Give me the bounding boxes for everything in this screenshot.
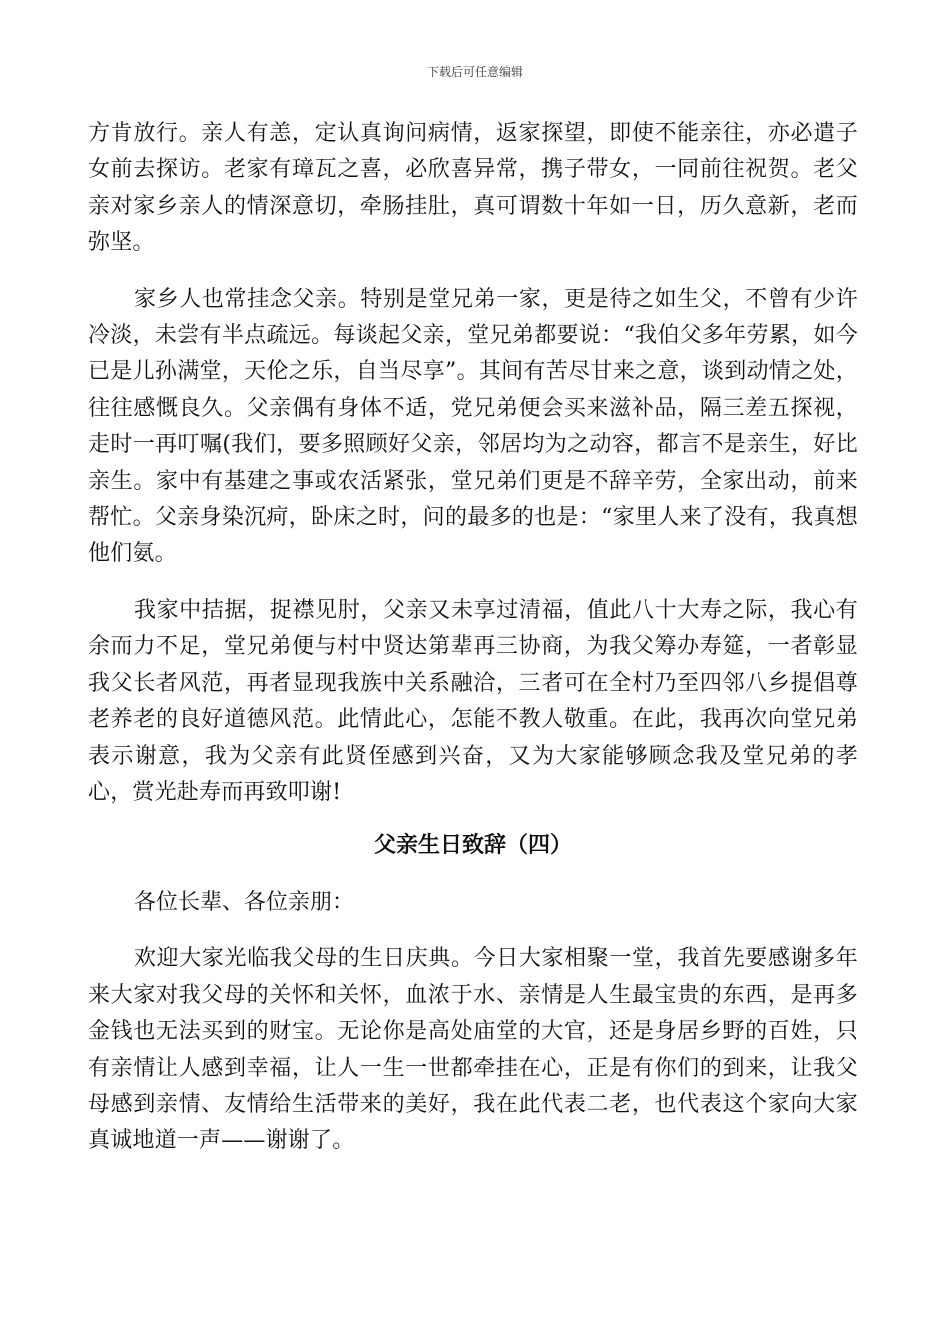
paragraph-3: 我家中拮据，捉襟见肘，父亲又未享过清福，值此八十大寿之际，我心有余而力不足，堂兄弟便与村中贤达第辈再三协商，为我父筹办寿筵，一者彰显我父长者风范，再者显现我族中关系融洽，三者可在全村乃至四邻八乡提倡尊老养老的良好道德风范。此情此心，怎能不教人敬重。在此，我再次向堂兄弟表示谢意，我为父亲有此贤侄感到兴奋，又为大家能够顾念我及堂兄弟的孝心，赏光赴寿而再致叩谢! [88,597,858,805]
paragraph-1: 方肯放行。亲人有恙，定认真询问病情，返家探望，即使不能亲往，亦必遣子女前去探访。老家有璋瓦之喜，必欣喜异常，携子带女，一同前往祝贺。老父亲对家乡亲人的情深意切，牵肠挂肚，真可谓数十年如一日，历久意新，老而弥坚。 [88,121,858,256]
section-title: 父亲生日致辞（四） [373,833,572,859]
paragraph-2: 家乡人也常挂念父亲。特别是堂兄弟一家，更是待之如生父，不曾有少许冷淡，未尝有半点疏远。每谈起父亲，堂兄弟都要说：“我伯父多年劳累，如今已是儿孙满堂，天伦之乐，自当尽享”。其间有苦尽甘来之意，谈到动情之处，往往感慨良久。父亲偶有身体不适，党兄弟便会买来滋补品，隔三差五探视，走时一再叮嘱(我们，要多照顾好父亲，邻居均为之动容，都言不是亲生，好比亲生。家中有基建之事或农活紧张，堂兄弟们更是不辞辛劳，全家出动，前来帮忙。父亲身染沉疴，卧床之时，问的最多的也是：“家里人来了没有，我真想他们氨。 [88,286,858,567]
section-salutation: 各位长辈、各位亲朋： [134,890,355,916]
section-paragraph: 欢迎大家光临我父母的生日庆典。今日大家相聚一堂，我首先要感谢多年来大家对我父母的关怀和关怀，血浓于水、亲情是人生最宝贵的东西，是再多金钱也无法买到的财宝。无论你是高处庙堂的大官，还是身居乡野的百姓，只有亲情让人感到幸福，让人一生一世都牵挂在心，正是有你们的到来，让我父母感到亲情、友情给生活带来的美好，我在此代表二老，也代表这个家向大家真诚地道一声——谢谢了。 [88,946,858,1154]
document-body [88,116,858,1180]
page-header: 下载后可任意编辑 [426,65,523,79]
